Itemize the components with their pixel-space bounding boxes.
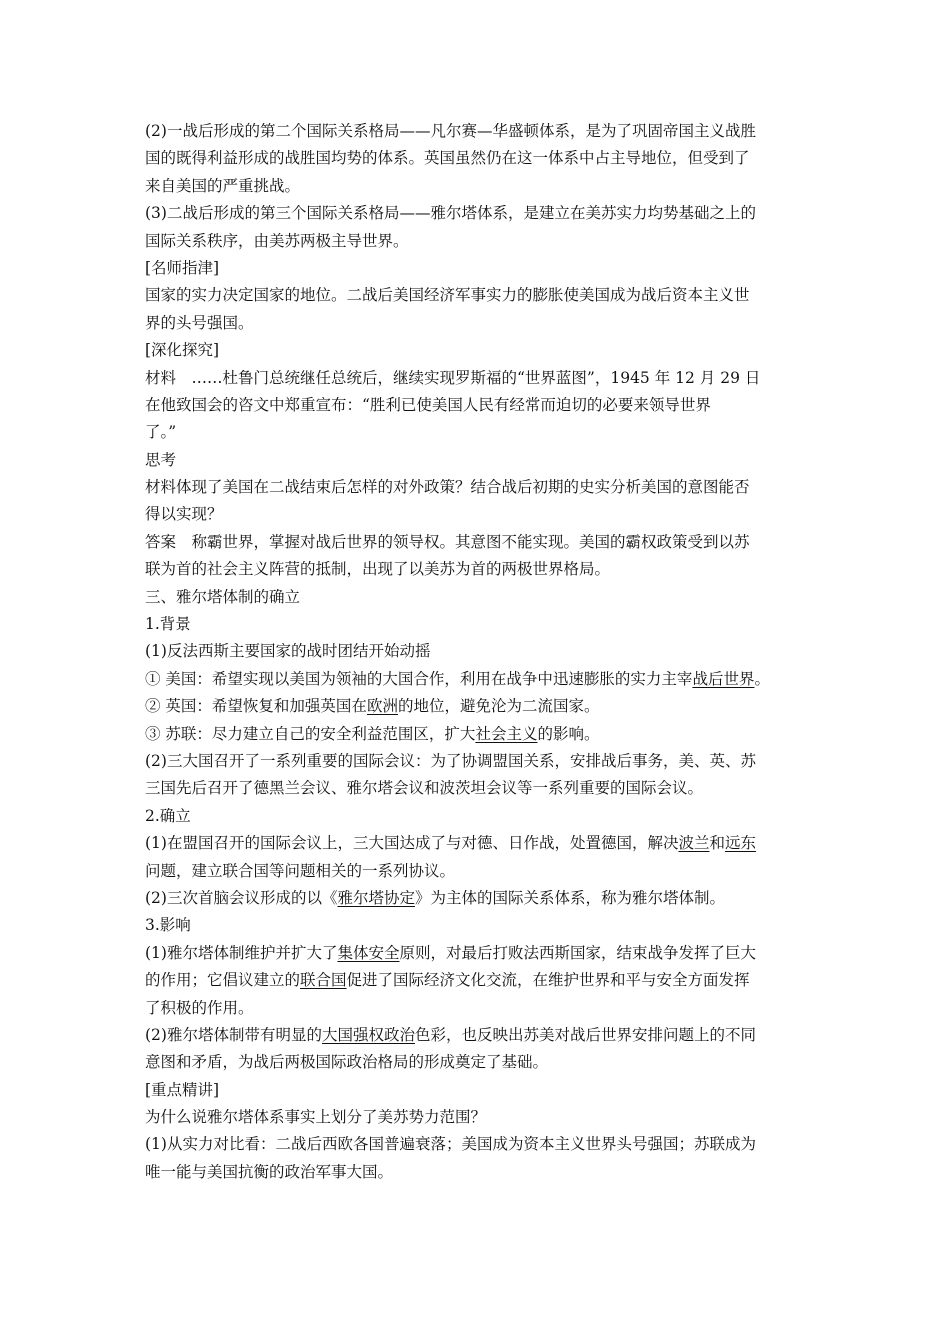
text-line <box>145 721 890 748</box>
text-segment: ② 英国：希望恢复和加强英国在 <box>145 697 367 716</box>
text-segment: (1)在盟国召开的国际会议上，三大国达成了与对德、日作战，处置德国，解决 <box>145 834 679 853</box>
text-segment: (1)从实力对比看：二战后西欧各国普遍衰落；美国成为资本主义世界头号强国；苏联成为 <box>145 1135 756 1154</box>
text-segment: (2)三大国召开了一系列重要的国际会议：为了协调盟国关系，安排战后事务，美、英、苏 <box>145 751 756 770</box>
text-segment: 得以实现？ <box>145 505 223 524</box>
text-line <box>145 830 890 857</box>
underlined-term: 集体安全 <box>337 943 400 962</box>
text-segment: 材料 ……杜鲁门总统继任总统后，继续实现罗斯福的“世界蓝图”，1945 年 12 月 29 日 <box>145 368 761 387</box>
underlined-term: 远东 <box>725 834 757 853</box>
text-segment: [名师指津] <box>145 258 220 277</box>
text-segment: 了。” <box>145 423 177 442</box>
underlined-term: 大国强权政治 <box>321 1025 415 1044</box>
underlined-term: 战后世界 <box>692 669 755 688</box>
text-segment: 和 <box>709 834 725 853</box>
text-line <box>145 200 890 227</box>
text-line <box>145 1022 890 1049</box>
underlined-term: 欧洲 <box>366 697 398 716</box>
text-segment: 。 <box>754 669 770 688</box>
text-line <box>145 310 890 337</box>
text-segment: 思考 <box>145 450 177 469</box>
text-line <box>145 474 890 501</box>
text-line <box>145 556 890 583</box>
text-line <box>145 529 890 556</box>
text-segment: 在他致国会的咨文中郑重宣布：“胜利已使美国人民有经常而迫切的必要来领导世界 <box>145 395 711 414</box>
text-line <box>145 228 890 255</box>
text-segment: 为什么说雅尔塔体系事实上划分了美苏势力范围？ <box>145 1108 487 1127</box>
text-segment: ① 美国：希望实现以美国为领袖的大国合作，利用在战争中迅速膨胀的实力主宰 <box>145 669 693 688</box>
text-line <box>145 693 890 720</box>
text-segment: 原则，对最后打败法西斯国家，结束战争发挥了巨大 <box>399 943 756 962</box>
text-segment: 的影响。 <box>537 724 600 743</box>
text-line <box>145 611 890 638</box>
text-line <box>145 1077 890 1104</box>
text-segment: 问题，建立联合国等问题相关的一系列协议。 <box>145 861 456 880</box>
text-line <box>145 365 890 392</box>
underlined-term: 雅尔塔协定 <box>337 888 415 907</box>
text-segment: 了积极的作用。 <box>145 998 254 1017</box>
text-line <box>145 1131 890 1158</box>
text-segment: ③ 苏联：尽力建立自己的安全利益范围区，扩大 <box>145 724 476 743</box>
text-line <box>145 967 890 994</box>
text-segment: 的作用；它倡议建立的 <box>145 971 301 990</box>
text-segment: (2)三次首脑会议形成的以《 <box>145 888 338 907</box>
text-segment: (2)一战后形成的第二个国际关系格局——凡尔赛—华盛顿体系，是为了巩固帝国主义战胜 <box>145 122 756 140</box>
text-segment: 答案 称霸世界，掌握对战后世界的领导权。其意图不能实现。美国的霸权政策受到以苏 <box>145 532 750 551</box>
text-line <box>145 1049 890 1076</box>
text-segment: 唯一能与美国抗衡的政治军事大国。 <box>145 1162 394 1181</box>
text-segment: 2.确立 <box>145 806 191 825</box>
text-line <box>145 501 890 528</box>
text-segment: (1)雅尔塔体制维护并扩大了 <box>145 943 338 962</box>
text-line <box>145 584 890 611</box>
text-line <box>145 666 890 693</box>
text-line <box>145 255 890 282</box>
text-line <box>145 940 890 967</box>
text-segment: [重点精讲] <box>145 1080 220 1099</box>
text-line <box>145 337 890 364</box>
text-segment: (2)雅尔塔体制带有明显的 <box>145 1025 322 1044</box>
text-line <box>145 419 890 446</box>
text-line <box>145 748 890 775</box>
text-line <box>145 282 890 309</box>
text-line <box>145 912 890 939</box>
text-line <box>145 392 890 419</box>
text-segment: 国家的实力决定国家的地位。二战后美国经济军事实力的膨胀使美国成为战后资本主义世 <box>145 286 750 305</box>
text-segment: [深化探究] <box>145 341 220 360</box>
text-line <box>145 775 890 802</box>
underlined-term: 联合国 <box>300 971 347 990</box>
text-segment: 国的既得利益形成的战胜国均势的体系。英国虽然仍在这一体系中占主导地位，但受到了 <box>145 149 750 168</box>
text-line <box>145 1159 890 1186</box>
text-segment: 意图和矛盾，为战后两极国际政治格局的形成奠定了基础。 <box>145 1053 549 1072</box>
text-line <box>145 803 890 830</box>
underlined-term: 波兰 <box>678 834 710 853</box>
text-segment: 材料体现了美国在二战结束后怎样的对外政策？结合战后初期的史实分析美国的意图能否 <box>145 478 750 497</box>
text-segment: 的地位，避免沦为二流国家。 <box>397 697 600 716</box>
text-segment: 三国先后召开了德黑兰会议、雅尔塔会议和波茨坦会议等一系列重要的国际会议。 <box>145 779 704 798</box>
document-body <box>145 118 890 1186</box>
text-segment: 来自美国的严重挑战。 <box>145 176 301 195</box>
text-segment: 三、雅尔塔体制的确立 <box>145 587 301 606</box>
text-segment: (1)反法西斯主要国家的战时团结开始动摇 <box>145 642 431 661</box>
text-line <box>145 858 890 885</box>
text-segment: 3.影响 <box>145 916 191 935</box>
text-line <box>145 145 890 172</box>
text-segment: 界的头号强国。 <box>145 313 254 332</box>
underlined-term: 社会主义 <box>475 724 538 743</box>
text-line <box>145 118 890 145</box>
text-segment: 》为主体的国际关系体系，称为雅尔塔体制。 <box>414 888 725 907</box>
text-segment: 国际关系秩序，由美苏两极主导世界。 <box>145 231 409 250</box>
text-line <box>145 173 890 200</box>
text-line <box>145 1104 890 1131</box>
text-line <box>145 995 890 1022</box>
text-segment: 联为首的社会主义阵营的抵制，出现了以美苏为首的两极世界格局。 <box>145 560 611 579</box>
text-line <box>145 885 890 912</box>
text-line <box>145 447 890 474</box>
text-segment: 1.背景 <box>145 615 191 634</box>
text-line <box>145 638 890 665</box>
text-segment: (3)二战后形成的第三个国际关系格局——雅尔塔体系，是建立在美苏实力均势基础之上的 <box>145 204 756 223</box>
text-segment: 色彩，也反映出苏美对战后世界安排问题上的不同 <box>414 1025 756 1044</box>
text-segment: 促进了国际经济文化交流，在维护世界和平与安全方面发挥 <box>346 971 750 990</box>
